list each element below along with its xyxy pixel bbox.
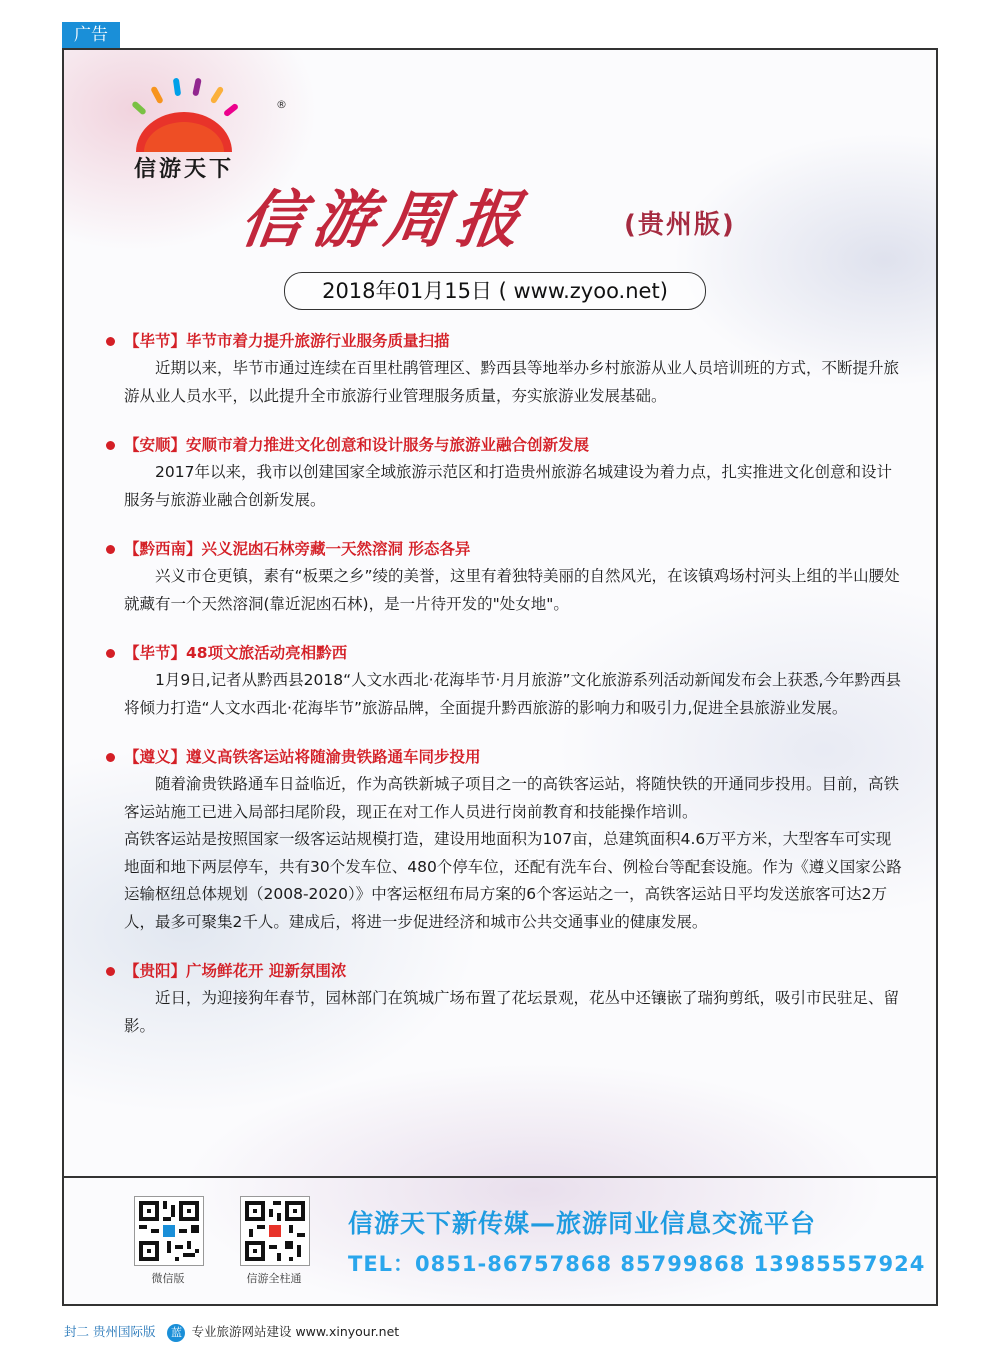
- platform-slogan: 信游天下新传媒—旅游同业信息交流平台: [348, 1209, 817, 1238]
- article: [106, 432, 906, 514]
- article-body: 1月9日,记者从黔西县2018“人文水西北·花海毕节·月月旅游”文化旅游系列活动新闻发布会上获悉,今年黔西县将倾力打造“人文水西北·花海毕节”旅游品牌，全面提升黔西旅游的影响力和吸引力,促进全县旅游业发展。: [124, 671, 901, 717]
- article-list: [106, 328, 906, 1062]
- article-title: [106, 640, 906, 667]
- contact-phone: TEL：0851-86757868 85799868 13985557924: [348, 1252, 926, 1276]
- bullet-icon: [106, 967, 115, 976]
- article-title-text: 【黔西南】兴义泥凼石林旁藏一天然溶洞 形态各异: [124, 540, 471, 558]
- bullet-icon: [106, 337, 115, 346]
- article-title-text: 【贵阳】广场鲜花开 迎新氛围浓: [124, 962, 347, 980]
- article-title: [106, 958, 906, 985]
- footer-text: 专业旅游网站建设 www.xinyour.net: [191, 1324, 400, 1339]
- bullet-icon: [106, 753, 115, 762]
- bullet-icon: [106, 545, 115, 554]
- article-title: [106, 328, 906, 355]
- article-body: 高铁客运站是按照国家一级客运站规模打造，建设用地面积为107亩，总建筑面积4.6万平方米，大型客车可实现地面和地下两层停车，共有30个发车位、480个停车位，还配有洗车台、例检台等配套设施。作为《遵义国家公路运输枢纽总体规划（2008-2020）》中客运枢纽布局方案的6个客运站之一，高铁客运站日平均发送旅客可达2万人，最多可聚集2千人。建成后，将进一步促进经济和城市公共交通事业的健康发展。: [124, 830, 902, 931]
- issue-date: 2018年01月15日 ( www.zyoo.net): [284, 272, 706, 310]
- qr-label-app: 信游全柱通: [246, 1272, 302, 1285]
- article-body: 兴义市仓更镇，素有“板栗之乡”绫的美誉，这里有着独特美丽的自然风光，在该镇鸡场村河头上组的半山腰处就藏有一个天然溶洞(靠近泥凼石林)，是一片待开发的"处女地"。: [124, 567, 900, 613]
- divider: [64, 1176, 936, 1178]
- app-qr-code-icon: [240, 1196, 310, 1266]
- poster-frame: [62, 48, 938, 1306]
- logo-brand-text: 信游天下: [133, 156, 234, 182]
- wechat-qr-code-icon: [134, 1196, 204, 1266]
- masthead-edition: (贵州版): [624, 210, 736, 240]
- bullet-icon: [106, 649, 115, 658]
- article-title: [106, 536, 906, 563]
- logo: [114, 72, 287, 187]
- article: [106, 640, 906, 722]
- page-footer: [64, 1322, 399, 1342]
- article: [106, 328, 906, 410]
- article-body: 随着渝贵铁路通车日益临近，作为高铁新城子项目之一的高铁客运站，将随快铁的开通同步投用。目前，高铁客运站施工已进入局部扫尾阶段，现正在对工作人员进行岗前教育和技能操作培训。: [124, 775, 900, 821]
- qr-label-wechat: 微信版: [151, 1272, 185, 1285]
- footer-section: 封二 贵州国际版: [64, 1324, 156, 1339]
- article: [106, 536, 906, 618]
- article: [106, 958, 906, 1040]
- article-title-text: 【安顺】安顺市着力推进文化创意和设计服务与旅游业融合创新发展: [124, 436, 590, 454]
- article-title-text: 【毕节】毕节市着力提升旅游行业服务质量扫描: [124, 332, 450, 350]
- registered-mark: ®: [276, 98, 287, 111]
- article-body: 近期以来，毕节市通过连续在百里杜鹃管理区、黔西县等地举办乡村旅游从业人员培训班的方式，不断提升旅游从业人员水平，以此提升全市旅游行业管理服务质量，夯实旅游业发展基础。: [124, 359, 900, 405]
- masthead-title: 信游周报: [236, 183, 535, 256]
- article-body: 2017年以来，我市以创建国家全域旅游示范区和打造贵州旅游名城建设为着力点，扎实推进文化创意和设计服务与旅游业融合创新发展。: [124, 463, 892, 509]
- article-title: [106, 744, 906, 771]
- article-body: 近日，为迎接狗年春节，园林部门在筑城广场布置了花坛景观，花丛中还镶嵌了瑞狗剪纸，吸引市民驻足、留影。: [124, 989, 900, 1035]
- article-title-text: 【毕节】48项文旅活动亮相黔西: [124, 644, 348, 662]
- article: [106, 744, 906, 936]
- article-title: [106, 432, 906, 459]
- ad-tag: 广告: [62, 22, 120, 48]
- bullet-icon: [106, 441, 115, 450]
- footer-badge-icon: 蓝: [167, 1324, 185, 1342]
- article-title-text: 【遵义】遵义高铁客运站将随渝贵铁路通车同步投用: [124, 748, 481, 766]
- sunrise-logo-icon: [114, 72, 254, 154]
